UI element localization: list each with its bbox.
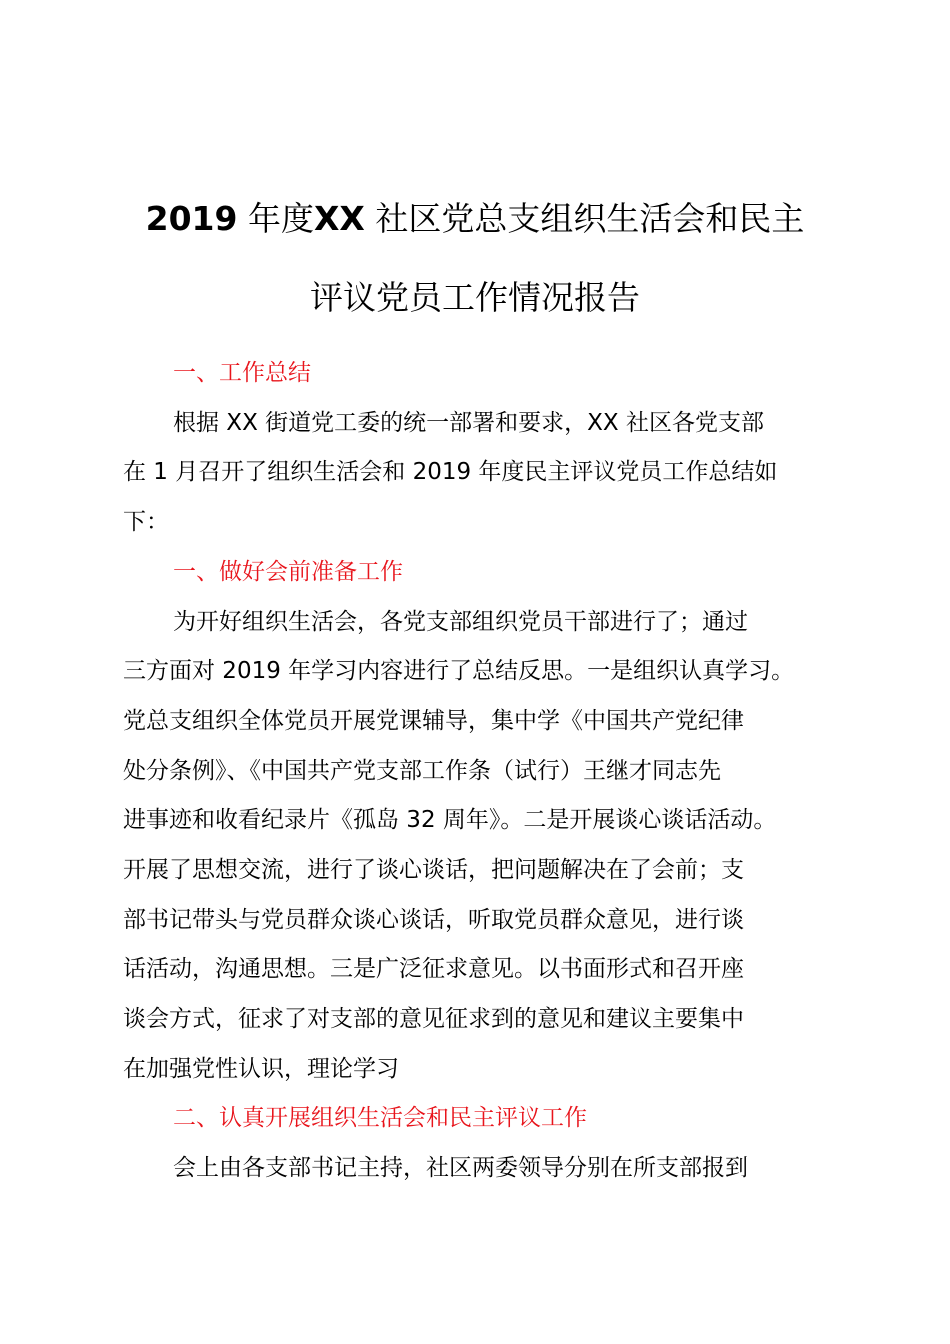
paragraph-line: 部书记带头与党员群众谈心谈话，听取党员群众意见，进行谈 bbox=[123, 907, 744, 933]
title-text-a: 年度 bbox=[247, 199, 314, 238]
paragraph-line: 下： bbox=[123, 509, 169, 535]
paragraph-line: 会上由各支部书记主持，社区两委领导分别在所支部报到 bbox=[173, 1155, 748, 1181]
paragraph-line: 开展了思想交流，进行了谈心谈话，把问题解决在了会前；支 bbox=[123, 857, 744, 883]
title-year: 2019 bbox=[145, 199, 238, 238]
document-title-line-2: 评议党员工作情况报告 bbox=[310, 278, 640, 317]
paragraph-line: 谈会方式，征求了对支部的意见征求到的意见和建议主要集中 bbox=[123, 1006, 744, 1032]
title-text-b: 社区党总支组织生活会和民主 bbox=[375, 199, 805, 238]
paragraph-line: 根据 XX 街道党工委的统一部署和要求，XX 社区各党支部 bbox=[173, 410, 764, 436]
paragraph-line: 话活动，沟通思想。三是广泛征求意见。以书面形式和召开座 bbox=[123, 956, 744, 982]
section-heading-work-summary: 一、工作总结 bbox=[173, 360, 311, 386]
paragraph-line: 为开好组织生活会，各党支部组织党员干部进行了；通过 bbox=[173, 609, 748, 635]
paragraph-line: 三方面对 2019 年学习内容进行了总结反思。一是组织认真学习。 bbox=[123, 658, 795, 684]
paragraph-line: 进事迹和收看纪录片《孤岛 32 周年》。二是开展谈心谈话活动。 bbox=[123, 807, 777, 833]
document-title-line-1 bbox=[100, 196, 850, 242]
section-heading-meeting: 二、认真开展组织生活会和民主评议工作 bbox=[173, 1105, 587, 1131]
paragraph-line: 党总支组织全体党员开展党课辅导，集中学《中国共产党纪律 bbox=[123, 708, 744, 734]
paragraph-line: 在 1 月召开了组织生活会和 2019 年度民主评议党员工作总结如 bbox=[123, 459, 778, 485]
title-xx: XX bbox=[313, 199, 365, 238]
paragraph-line: 在加强党性认识，理论学习 bbox=[123, 1056, 399, 1082]
section-heading-preparation: 一、做好会前准备工作 bbox=[173, 559, 403, 585]
paragraph-line: 处分条例》、《中国共产党支部工作条（试行）王继才同志先 bbox=[123, 758, 721, 784]
